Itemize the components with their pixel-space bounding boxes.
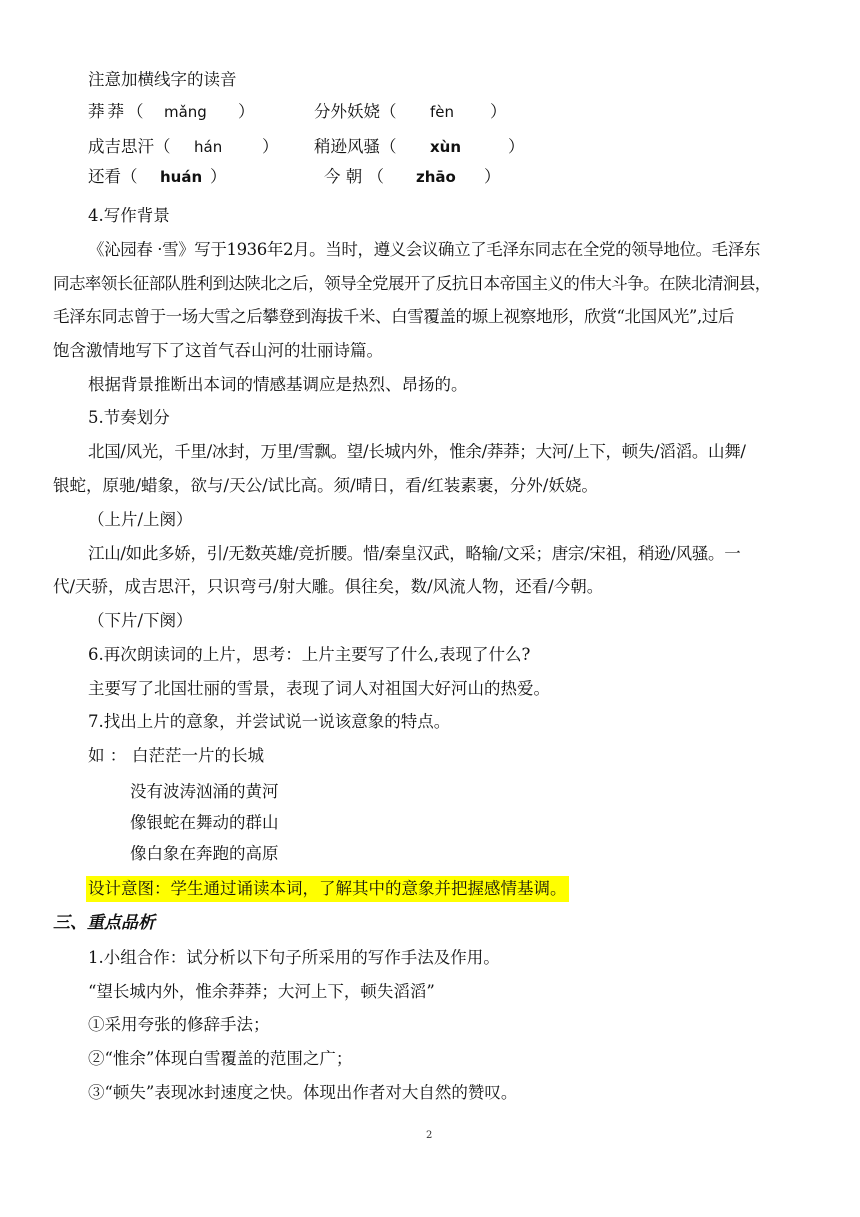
background-line: 饱含激情地写下了这首气吞山河的壮丽诗篇。 — [53, 341, 383, 360]
q7-heading: 7.找出上片的意象，并尝试说一说该意象的特点。 — [88, 712, 451, 731]
pinyin-han: hán — [194, 138, 223, 156]
pinyin-huan: huán — [160, 168, 203, 186]
paren-close: ） — [210, 167, 227, 186]
pinyin-fen: fèn — [430, 103, 455, 121]
background-line: 毛泽东同志曾于一场大雪之后攀登到海拔千米、白雪覆盖的塬上视察地形，欣赏“北国风光”,过后 — [53, 307, 735, 326]
pronunciation-heading: 注意加横线字的读音 — [88, 70, 237, 89]
rhythm-lower-line: 江山/如此多娇，引/无数英雄/竞折腰。惜/秦皇汉武，略输/文采；唐宗/宋祖，稍逊/风骚。一 — [88, 544, 741, 563]
q6-heading: 6.再次朗读词的上片，思考：上片主要写了什么,表现了什么? — [88, 645, 531, 664]
rhythm-upper-line: 北国/风光，千里/冰封，万里/雪飘。望/长城内外，惟余/莽莽；大河/上下，顿失/滔滔。山舞/ — [88, 442, 746, 461]
section-title: 三、重点品析 — [53, 913, 155, 933]
q7-example-prefix: 如 ： — [88, 746, 127, 765]
word-huankan: 还看（ — [88, 167, 138, 186]
pinyin-xun: xùn — [430, 138, 462, 156]
background-heading: 4.写作背景 — [88, 206, 170, 225]
design-intent — [86, 878, 569, 900]
paren-close: ） — [490, 102, 507, 121]
word-jinzhao: 今 朝 （ — [324, 167, 384, 186]
paren-close: ） — [262, 137, 279, 156]
analysis-point: ②“惟余”体现白雪覆盖的范围之广； — [88, 1049, 353, 1068]
word-chengjisihan: 成吉思汗（ — [88, 137, 171, 156]
analysis-point: ③“顿失”表现冰封速度之快。体现出作者对大自然的赞叹。 — [88, 1083, 518, 1102]
word-fenwaiyaorao: 分外妖娆（ — [314, 102, 397, 121]
section-task: 1.小组合作：试分析以下句子所采用的写作手法及作用。 — [88, 948, 500, 967]
paren-close: ） — [238, 102, 255, 121]
image-item: 像银蛇在舞动的群山 — [130, 813, 279, 832]
word-mangmang: 莽莽（ — [88, 102, 147, 121]
rhythm-heading: 5.节奏划分 — [88, 408, 170, 427]
paren-close: ） — [484, 167, 501, 186]
background-line: 《沁园春 ·雪》写于1936年2月。当时，遵义会议确立了毛泽东同志在全党的领导地位。毛泽东 — [88, 240, 760, 259]
page-number: 2 — [426, 1130, 433, 1141]
background-line: 同志率领长征部队胜利到达陕北之后，领导全党展开了反抗日本帝国主义的伟大斗争。在陕北清涧县， — [53, 274, 771, 293]
rhythm-lower-label: （下片/下阕） — [88, 611, 193, 630]
section-quote: “望长城内外，惟余莽莽；大河上下，顿失滔滔” — [88, 982, 435, 1001]
word-shaoxunfengsao: 稍逊风骚（ — [314, 137, 397, 156]
pinyin-zhao: zhāo — [416, 168, 456, 186]
design-intent-highlight: 设计意图：学生通过诵读本词，了解其中的意象并把握感情基调。 — [86, 876, 569, 902]
image-item: 像白象在奔跑的高原 — [130, 844, 279, 863]
rhythm-lower-line: 代/天骄，成吉思汗，只识弯弓/射大雕。俱往矣，数/风流人物，还看/今朝。 — [53, 577, 604, 596]
image-item: 没有波涛汹涌的黄河 — [130, 782, 279, 801]
rhythm-upper-label: （上片/上阕） — [88, 510, 193, 529]
q6-answer: 主要写了北国壮丽的雪景，表现了词人对祖国大好河山的热爱。 — [88, 679, 550, 698]
pinyin-mang: mǎng — [164, 103, 207, 121]
background-conclusion: 根据背景推断出本词的情感基调应是热烈、昂扬的。 — [88, 375, 468, 394]
image-item: 白茫茫一片的长城 — [132, 746, 264, 765]
analysis-point: ①采用夸张的修辞手法； — [88, 1015, 270, 1034]
paren-close: ） — [508, 137, 525, 156]
rhythm-upper-line: 银蛇，原驰/蜡象，欲与/天公/试比高。须/晴日，看/红装素裹，分外/妖娆。 — [53, 476, 598, 495]
